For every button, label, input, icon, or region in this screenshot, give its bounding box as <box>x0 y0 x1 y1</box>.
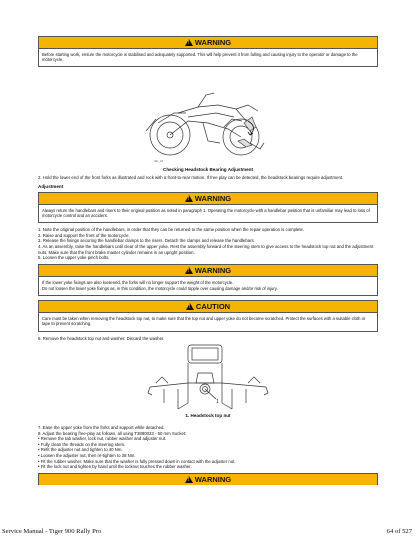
step-item: • Fully clean the threads on the steering stem. <box>38 441 126 447</box>
steps-list-1 <box>38 227 378 261</box>
warning-title: WARNING <box>194 193 232 203</box>
footer-page-number: 64 of 527 <box>386 528 412 535</box>
figure-headstock <box>38 343 378 413</box>
caution-paragraph: Care must be taken when removing the headstock top nut, to make sure that the top nut and upper yoke do not become scratched. Protect the surfaces with a suitable cloth or tape to prevent scratching. <box>42 316 366 327</box>
warning-header <box>39 265 377 277</box>
warning-header <box>39 193 377 205</box>
step-item: 3. Release the fixings securing the handlebar clamps to the risers. Detach the clamps and release the handlebars. <box>38 238 255 244</box>
caution-title: CAUTION <box>195 302 231 312</box>
warning-paragraph: Before starting work, ensure the motorcycle is stabilised and adequately supported. This will help prevent it from falling and causing injury to the operator or damage to the motorcycle. <box>42 52 358 63</box>
step-6: 6. Remove the headstock top nut and washer. Discard the washer. <box>38 335 165 341</box>
step-item: 4. As an assembly, raise the handlebars until clear of the upper yoke. Rest the assembly forward of the steering stem to give access to the headstock top nut and the adjustment nuts. Make sure that the front brake master cylinder remains in an upright position. <box>38 244 374 255</box>
step-item: 7. Ease the upper yoke from the forks and support while detached. <box>38 425 165 430</box>
warning-text <box>39 277 377 295</box>
warning-header <box>39 474 377 485</box>
figure-motorcycle <box>38 83 378 167</box>
step-item: • Refit the adjuster nut and tighten to 40 Nm. <box>38 447 123 453</box>
step-item: • Fit the rubber washer. Make sure that the washer is fully pressed down in contact with the adjuster nut. <box>38 458 236 464</box>
steps-list-2 <box>38 425 378 470</box>
warning-header <box>39 37 377 49</box>
warning-triangle-icon <box>185 476 193 483</box>
caution-triangle-icon <box>186 303 194 310</box>
caution-header <box>39 301 377 313</box>
manual-page <box>38 36 378 489</box>
warning-triangle-icon <box>185 39 193 46</box>
step-item: 1. Note the original position of the handlebars, in order that they can be returned to the same position when the repair operation is complete. <box>38 227 305 233</box>
step-item: • Fit the lock nut and tighten by hand until the locknut touches the rubber washer. <box>38 464 192 470</box>
warning-paragraph: If the lower yoke fixings are also loosened, the forks will no longer support the weight of the motorcycle. <box>42 279 234 285</box>
section-title-adjustment: Adjustment <box>38 183 64 189</box>
figure-caption: 1. Headstock top nut <box>185 413 231 418</box>
step-item: 5. Loosen the upper yoke pinch bolts. <box>38 255 110 261</box>
caution-text <box>39 313 377 330</box>
figure-caption: Checking Headstock Bearing Adjustment <box>163 167 253 173</box>
step-item: • Remove the tab washer, lock nut, rubber washer and adjuster nut. <box>38 436 167 442</box>
warning-text <box>39 205 377 222</box>
warning-title: WARNING <box>194 38 232 47</box>
callout-number: 1 <box>216 399 219 405</box>
warning-title: WARNING <box>194 265 232 275</box>
warning-box-bottom <box>38 473 378 485</box>
warning-title: WARNING <box>194 474 232 484</box>
warning-paragraph: Do not loosen the lower yoke fixings as, in this condition, the motorcycle could topple over causing damage and/or risk of injury. <box>42 285 278 291</box>
headstock-illustration-icon <box>38 343 378 413</box>
warning-box-stabilise <box>38 36 378 67</box>
step-item: • Loosen the adjuster nut, then re-tighten to 38 Nm. <box>38 452 136 458</box>
warning-box-handlebars <box>38 192 378 223</box>
step-item: 2. Raise and support the front of the motorcycle. <box>38 232 130 238</box>
step-2: 2. Hold the lower end of the front forks as illustrated and rock with a front-to-rear motion. If free play can be detected, the headstock bearings require adjustment. <box>38 175 344 181</box>
step-item: 8. Adjust the bearing free-play as follows, all using T3880023 - 50 mm Socket: <box>38 430 187 436</box>
warning-triangle-icon <box>185 195 193 202</box>
caution-box-top-nut <box>38 300 378 331</box>
warning-box-lower-yoke <box>38 264 378 296</box>
figure-code: tab_44 <box>154 159 164 164</box>
motorcycle-illustration-icon <box>38 83 378 163</box>
warning-text <box>39 49 377 66</box>
warning-triangle-icon <box>185 267 193 274</box>
footer-manual-title: Service Manual - Tiger 900 Rally Pro <box>2 528 102 535</box>
warning-paragraph: Always return the handlebars and risers to their original position as noted in paragraph 1. Operating the motorcycle with a handlebar position that is unfamiliar may lead to loss of motorcycle control and an accident. <box>42 207 370 219</box>
